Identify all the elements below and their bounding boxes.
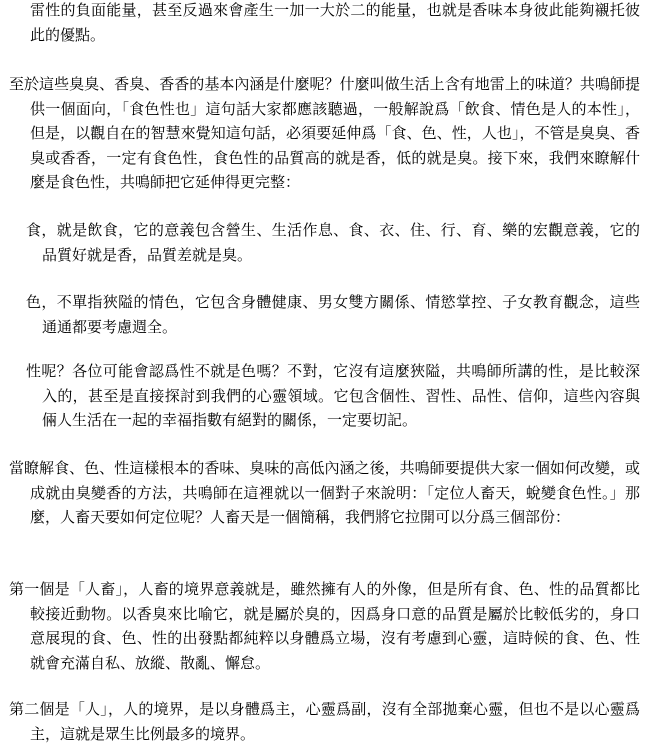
paragraph-basic-meaning: 至於這些臭臭、香臭、香香的基本內涵是什麼呢？什麼叫做生活上含有地雷上的味道？共鳴師提供一個面向，「食色性也」這句話大家都應該聽過，一般解說爲「飲食、情色是人的本性」，但是，以觀自在的智慧來覺知這句話，必須要延伸爲「食、色、性，人也」，不管是臭臭、香臭或香香，一定有食色性，食色性的品質高的就是香，低的就是臭。接下來，我們來瞭解什麼是食色性，共鳴師把它延伸得更完整： xyxy=(9,75,640,191)
paragraph-fragment-top: 雷性的負面能量，甚至反過來會產生一加一大於二的能量，也就是香味本身彼此能夠襯托彼此的優點。 xyxy=(30,1,640,44)
paragraph-transformation: 當瞭解食、色、性這樣根本的香味、臭味的高低內涵之後，共鳴師要提供大家一個如何改變，或成就由臭變香的方法，共鳴師在這裡就以一個對子來說明：「定位人畜天，蛻變食色性。」那麼，人畜天要如何定位呢？人畜天是一個簡稱，我們將它拉開可以分爲三個部份： xyxy=(9,459,640,526)
paragraph-nature: 性呢？各位可能會認爲性不就是色嗎？不對，它沒有這麼狹隘，共鳴師所講的性，是比較深入的，甚至是直接探討到我們的心靈領域。它包含個性、習性、品性、信仰，這些內容與倆人生活在一起的幸福指數有絕對的關係，一定要切記。 xyxy=(26,362,640,429)
paragraph-second-level: 第二個是「人」，人的境界，是以身體爲主，心靈爲副，沒有全部拋棄心靈，但也不是以心靈爲主，這就是眾生比例最多的境界。 xyxy=(9,700,640,743)
paragraph-first-level: 第一個是「人畜」，人畜的境界意義就是，雖然擁有人的外像，但是所有食、色、性的品質都比較接近動物。以香臭來比喻它，就是屬於臭的，因爲身口意的品質是屬於比較低劣的，身口意展現的食、色、性的出發點都純粹以身體爲立場，沒有考慮到心靈，這時候的食、色、性就會充滿自私、放縱、散亂、懈怠。 xyxy=(9,580,640,672)
paragraph-color: 色，不單指狹隘的情色，它包含身體健康、男女雙方關係、情慾掌控、子女教育觀念，這些通通都要考慮週全。 xyxy=(26,293,640,336)
paragraph-food: 食，就是飲食，它的意義包含營生、生活作息、食、衣、住、行、育、樂的宏觀意義，它的品質好就是香，品質差就是臭。 xyxy=(26,221,640,264)
